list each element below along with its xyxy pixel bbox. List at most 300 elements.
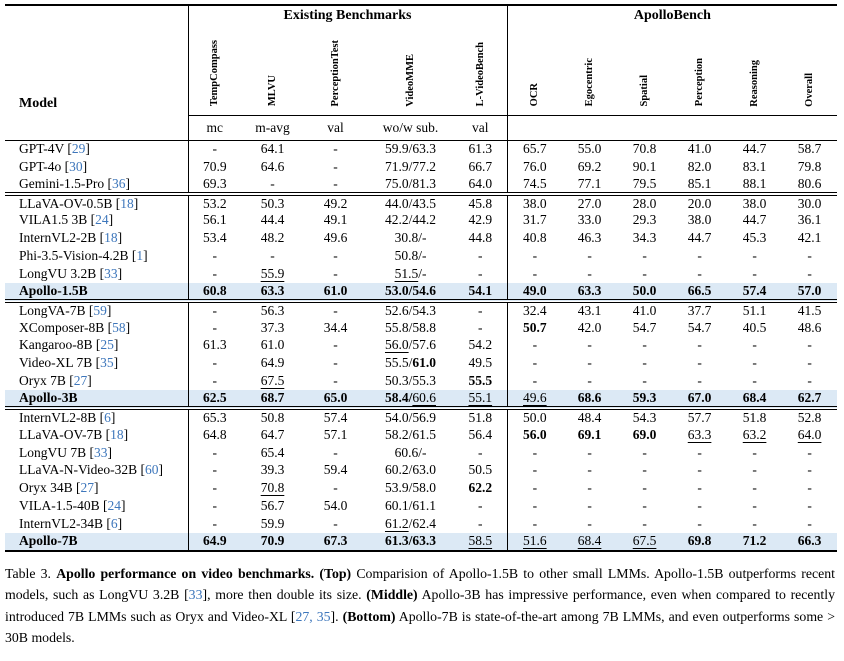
score-cell: 29.3 [632, 212, 657, 228]
score-cell: 48.4 [562, 408, 617, 426]
column-subheader: val [454, 115, 507, 140]
model-name: XComposer-8B [58] [19, 319, 131, 335]
score-cell: 58.2/61.5 [384, 426, 436, 442]
score-cell: - [752, 265, 757, 281]
citation-link[interactable]: 25 [100, 337, 114, 353]
column-subheader: val [304, 115, 367, 140]
column-header-spatial: Spatial [617, 26, 672, 115]
column-subheader [782, 115, 837, 140]
score-cell: 69.8 [672, 533, 727, 551]
citation-link[interactable]: 29 [71, 141, 86, 157]
score-cell: 68.4 [727, 390, 782, 408]
score-cell: 57.7 [672, 408, 727, 426]
score-cell: - [507, 337, 562, 355]
score-cell: 53.2 [188, 194, 241, 212]
score-cell: - [587, 355, 592, 371]
score-cell: - [752, 480, 757, 496]
citation-link[interactable]: 58 [112, 319, 126, 335]
score-cell: 51.8 [727, 408, 782, 426]
score-cell: 49.5 [468, 355, 493, 371]
score-cell: 44.7 [742, 212, 767, 228]
score-cell: 51.5/- [394, 265, 427, 281]
score-cell: - [587, 337, 592, 353]
score-cell: 64.0 [468, 175, 493, 191]
score-cell: - [642, 265, 647, 281]
model-name: Oryx 7B [27] [19, 373, 92, 389]
score-cell: 44.8 [468, 230, 493, 246]
score-cell: 60.2/63.0 [384, 462, 436, 478]
score-cell: - [587, 480, 592, 496]
score-cell: - [188, 301, 241, 319]
score-cell: 32.4 [507, 301, 562, 319]
benchmark-table [5, 4, 837, 552]
score-cell: 52.8 [782, 408, 837, 426]
score-cell: 48.6 [797, 319, 822, 335]
score-cell: - [752, 462, 757, 478]
score-cell: 58.4/60.6 [367, 390, 454, 408]
score-cell: 74.5 [507, 176, 562, 194]
score-cell: - [188, 444, 241, 462]
column-header-reasoning: Reasoning [727, 26, 782, 115]
score-cell: 54.7 [632, 319, 657, 335]
column-header-perceptiontest: PerceptionTest [304, 26, 367, 115]
score-cell: - [270, 248, 275, 264]
score-cell: 42.2/44.2 [384, 212, 436, 228]
score-cell: 69.2 [577, 158, 602, 174]
score-cell: 38.0 [727, 194, 782, 212]
score-cell: 56.3 [241, 301, 304, 319]
score-cell: - [333, 265, 338, 281]
score-cell: 62.7 [782, 390, 837, 408]
score-cell: 38.0 [687, 212, 712, 228]
score-cell: 60.6/- [394, 444, 427, 460]
score-cell: 56.0 [507, 426, 562, 444]
score-cell: - [507, 444, 562, 462]
model-name: VILA-1.5-40B [24] [19, 498, 126, 514]
score-cell: 55.8/58.8 [384, 319, 436, 335]
score-cell: 27.0 [562, 194, 617, 212]
table-caption: Table 3. Apollo performance on video benchmarks. (Top) Comparision of Apollo-1.5B to other small LMMs. Apollo-1.5B outperforms recent models, such as LongVU 3.2B [33], more then double its size. (Middle) Apollo-3B has impressive performance, even when compared to recently introduced 7B LMMs such as Oryx and Video-XL [27, 35]. (Bottom) Apollo-7B is state-of-the-art among 7B LMMs, and even outperforms some > 30B models. [5, 565, 835, 646]
score-cell: - [188, 265, 241, 283]
model-name: VILA1.5 3B [24] [19, 212, 114, 228]
score-cell: 41.0 [687, 141, 712, 157]
table-row [5, 140, 837, 158]
score-cell: 54.2 [468, 337, 493, 353]
score-cell: 59.9/63.3 [384, 141, 436, 157]
group-header-existing-benchmarks: Existing Benchmarks [188, 5, 507, 26]
table-row [5, 426, 837, 444]
score-cell: - [587, 444, 592, 460]
score-cell: 34.3 [632, 230, 657, 246]
score-cell: - [697, 498, 702, 514]
score-cell: 36.1 [797, 212, 822, 228]
score-cell: 53.0/54.6 [367, 283, 454, 301]
score-cell: - [333, 248, 338, 264]
score-cell: 61.0 [260, 337, 285, 353]
score-cell: 50.3/55.3 [384, 373, 436, 389]
score-cell: 65.3 [188, 408, 241, 426]
score-cell: - [478, 319, 483, 335]
citation-link[interactable]: 27 [80, 480, 94, 496]
score-cell: 49.2 [304, 194, 367, 212]
score-cell: 57.4 [727, 283, 782, 301]
table-row [5, 265, 837, 283]
score-cell: - [507, 515, 562, 533]
score-cell: 61.0 [304, 283, 367, 301]
score-cell: 80.6 [797, 175, 822, 191]
score-cell: 50.0 [507, 408, 562, 426]
model-name: Oryx 34B [27] [19, 480, 99, 496]
citation-link[interactable]: 24 [107, 498, 121, 514]
score-cell: - [752, 373, 757, 389]
table-section [5, 408, 837, 551]
score-cell: 48.2 [260, 230, 285, 246]
score-cell: 41.5 [782, 301, 837, 319]
score-cell: 70.8 [260, 480, 285, 496]
column-header-egocentric: Egocentric [562, 26, 617, 115]
model-name: Video-XL 7B [35] [19, 355, 119, 371]
model-name: GPT-4V [29] [19, 141, 90, 157]
score-cell: 45.8 [454, 194, 507, 212]
table-row [5, 497, 837, 515]
column-header-ocr: OCR [507, 26, 562, 115]
model-column-header: Model [5, 5, 188, 140]
score-cell: 56.4 [468, 426, 493, 442]
score-cell: - [697, 265, 702, 281]
score-cell: - [188, 140, 241, 158]
score-cell: - [807, 373, 812, 389]
score-cell: 44.0/43.5 [367, 194, 454, 212]
score-cell: - [507, 372, 562, 390]
table-row [5, 283, 837, 301]
score-cell: 58.5 [454, 533, 507, 551]
score-cell: 42.9 [468, 212, 493, 228]
score-cell: 61.3 [188, 337, 241, 355]
citation-link[interactable]: 35 [100, 355, 114, 371]
score-cell: 63.3 [241, 283, 304, 301]
score-cell: 70.9 [241, 533, 304, 551]
score-cell: 38.0 [507, 194, 562, 212]
score-cell: - [642, 462, 647, 478]
score-cell: - [642, 337, 647, 353]
score-cell: 41.0 [617, 301, 672, 319]
score-cell: 56.1 [188, 212, 241, 230]
score-cell: 30.8/- [394, 230, 427, 246]
table-row [5, 354, 837, 372]
score-cell: 39.3 [260, 462, 285, 478]
table-row [5, 158, 837, 176]
model-name: LLaVA-N-Video-32B [60] [19, 462, 164, 478]
score-cell: - [587, 498, 592, 514]
score-cell: 20.0 [672, 194, 727, 212]
score-cell: - [587, 462, 592, 478]
score-cell: - [333, 175, 338, 191]
table-row [5, 390, 837, 408]
score-cell: - [807, 337, 812, 353]
score-cell: - [478, 248, 483, 264]
score-cell: - [333, 480, 338, 496]
table-row [5, 301, 837, 319]
score-cell: 68.7 [241, 390, 304, 408]
score-cell: - [697, 248, 702, 264]
group-header-row [5, 5, 837, 26]
score-cell: 62.2 [468, 480, 493, 496]
score-cell: - [807, 355, 812, 371]
score-cell: 64.7 [260, 426, 285, 442]
score-cell: - [507, 354, 562, 372]
score-cell: 53.4 [188, 229, 241, 247]
score-cell: 37.7 [672, 301, 727, 319]
score-cell: 59.4 [323, 462, 348, 478]
score-cell: 85.1 [687, 175, 712, 191]
score-cell: - [697, 515, 702, 531]
score-cell: - [807, 462, 812, 478]
score-cell: 65.0 [304, 390, 367, 408]
citation-link[interactable]: 33 [104, 265, 118, 281]
citation-link[interactable]: 6 [110, 515, 118, 531]
score-cell: 66.5 [672, 283, 727, 301]
score-cell: 64.9 [260, 355, 285, 371]
column-subheader [617, 115, 672, 140]
score-cell: - [333, 337, 338, 353]
score-cell: 57.0 [782, 283, 837, 301]
citation-link[interactable]: 18 [104, 230, 118, 246]
score-cell: - [304, 301, 367, 319]
score-cell: - [642, 515, 647, 531]
citation-link[interactable]: 27 [73, 373, 88, 389]
score-cell: - [697, 444, 702, 460]
score-cell: - [333, 158, 338, 174]
score-cell: - [642, 373, 647, 389]
score-cell: - [333, 515, 338, 531]
score-cell: 60.8 [188, 283, 241, 301]
score-cell: - [807, 444, 812, 460]
score-cell: - [333, 355, 338, 371]
citation-link[interactable]: 6 [104, 409, 111, 425]
score-cell: 65.4 [260, 444, 285, 460]
score-cell: 79.5 [632, 175, 657, 191]
score-cell: - [188, 319, 241, 337]
score-cell: - [587, 265, 592, 281]
score-cell: - [507, 462, 562, 480]
score-cell: 55.1 [454, 390, 507, 408]
score-cell: - [642, 498, 647, 514]
score-cell: 61.3/63.3 [367, 533, 454, 551]
score-cell: - [642, 444, 647, 460]
score-cell: - [587, 248, 592, 264]
score-cell: - [807, 248, 812, 264]
score-cell: 55.5 [468, 373, 493, 389]
score-cell: - [507, 497, 562, 515]
score-cell: 64.0 [797, 426, 822, 442]
score-cell: - [507, 479, 562, 497]
model-name: Apollo-7B [5, 533, 188, 551]
score-cell: - [807, 515, 812, 531]
score-cell: 44.4 [260, 212, 285, 228]
score-cell: 59.3 [617, 390, 672, 408]
table-row [5, 444, 837, 462]
score-cell: - [697, 355, 702, 371]
score-cell: 51.8 [454, 408, 507, 426]
citation-link[interactable]: 27, 35 [295, 608, 331, 624]
column-header-perception: Perception [672, 26, 727, 115]
score-cell: 64.1 [260, 141, 285, 157]
score-cell: 88.1 [742, 175, 767, 191]
model-name: Phi-3.5-Vision-4.2B [1] [19, 248, 148, 264]
table-row [5, 479, 837, 497]
score-cell: 66.7 [468, 158, 493, 174]
citation-link[interactable]: 60 [145, 462, 159, 478]
score-cell: - [697, 373, 702, 389]
score-cell: - [587, 373, 592, 389]
column-subheader: wo/w sub. [367, 115, 454, 140]
score-cell: 30.0 [782, 194, 837, 212]
score-cell: - [587, 515, 592, 531]
score-cell: 75.0/81.3 [384, 175, 436, 191]
citation-link[interactable]: 24 [95, 212, 109, 228]
citation-link[interactable]: 18 [110, 426, 124, 442]
citation-link[interactable]: 59 [93, 302, 107, 318]
score-cell: - [752, 515, 757, 531]
table-row [5, 533, 837, 551]
score-cell: 68.6 [562, 390, 617, 408]
table-row [5, 319, 837, 337]
score-cell: 52.6/54.3 [367, 301, 454, 319]
table-row [5, 515, 837, 533]
score-cell: 59.9 [260, 515, 285, 531]
score-cell: - [697, 337, 702, 353]
score-cell: 55.9 [260, 265, 285, 281]
score-cell: - [752, 444, 757, 460]
score-cell: 71.9/77.2 [384, 158, 436, 174]
score-cell: 57.1 [323, 426, 348, 442]
score-cell: 79.8 [797, 158, 822, 174]
table-section [5, 194, 837, 301]
score-cell: 50.7 [507, 319, 562, 337]
score-cell: - [478, 498, 483, 514]
score-cell: - [454, 301, 507, 319]
column-subheader [672, 115, 727, 140]
score-cell: - [752, 248, 757, 264]
score-cell: 54.1 [454, 283, 507, 301]
score-cell: - [478, 444, 483, 460]
score-cell: 67.0 [672, 390, 727, 408]
score-cell: 56.0/57.6 [384, 337, 436, 353]
score-cell: 44.7 [742, 141, 767, 157]
score-cell: - [478, 515, 483, 531]
citation-link[interactable]: 30 [69, 158, 83, 174]
score-cell: 67.5 [617, 533, 672, 551]
score-cell: 51.6 [507, 533, 562, 551]
model-name: Kangaroo-8B [25] [19, 337, 119, 353]
score-cell: 28.0 [617, 194, 672, 212]
score-cell: 77.1 [577, 175, 602, 191]
score-cell: 67.3 [304, 533, 367, 551]
table-row [5, 462, 837, 480]
column-header-videomme: VideoMME [367, 26, 454, 115]
score-cell: 63.3 [562, 283, 617, 301]
citation-link[interactable]: 18 [120, 195, 134, 211]
score-cell: 69.3 [188, 176, 241, 194]
column-subheader: m-avg [241, 115, 304, 140]
model-name: InternVL2-2B [18] [19, 230, 123, 246]
score-cell: 34.4 [323, 319, 348, 335]
score-cell: 71.2 [727, 533, 782, 551]
score-cell: - [642, 480, 647, 496]
score-cell: 49.6 [323, 230, 348, 246]
score-cell: 70.8 [632, 141, 657, 157]
score-cell: 63.3 [687, 426, 712, 442]
model-name: Gemini-1.5-Pro [36] [19, 175, 130, 191]
score-cell: 69.1 [577, 426, 602, 442]
score-cell: 42.1 [797, 230, 822, 246]
model-name: LongVA-7B [59] [5, 301, 188, 319]
column-header-l-videobench: L-VideoBench [454, 26, 507, 115]
citation-link[interactable]: 36 [111, 175, 126, 191]
score-cell: 56.7 [260, 498, 285, 514]
column-subheader: mc [188, 115, 241, 140]
model-name: LongVU 7B [33] [19, 444, 112, 460]
score-cell: 37.3 [260, 319, 285, 335]
score-cell: 61.3 [468, 141, 493, 157]
score-cell: 55.0 [577, 141, 602, 157]
score-cell: - [507, 247, 562, 265]
score-cell: 50.8/- [394, 248, 427, 264]
score-cell: 65.7 [507, 140, 562, 158]
score-cell: 83.1 [742, 158, 767, 174]
score-cell: - [188, 247, 241, 265]
score-cell: - [188, 462, 241, 480]
score-cell: 63.2 [742, 426, 767, 442]
score-cell: - [333, 444, 338, 460]
column-subheader [507, 115, 562, 140]
citation-link[interactable]: 1 [136, 248, 144, 264]
score-cell: 64.6 [260, 158, 285, 174]
table-row [5, 176, 837, 194]
score-cell: 54.0 [323, 498, 348, 514]
table-row [5, 247, 837, 265]
score-cell: 40.8 [507, 229, 562, 247]
score-cell: 54.3 [617, 408, 672, 426]
score-cell: 69.0 [632, 426, 657, 442]
score-cell: - [752, 355, 757, 371]
score-cell: - [188, 497, 241, 515]
citation-link[interactable]: 33 [94, 444, 108, 460]
score-cell: - [807, 265, 812, 281]
score-cell: 44.7 [687, 230, 712, 246]
score-cell: 51.1 [727, 301, 782, 319]
score-cell: 67.5 [260, 373, 285, 389]
score-cell: - [642, 248, 647, 264]
table-section [5, 301, 837, 408]
score-cell: - [807, 480, 812, 496]
score-cell: 64.8 [188, 426, 241, 444]
score-cell: 53.9/58.0 [384, 480, 436, 496]
score-cell: - [752, 498, 757, 514]
model-name: LongVU 3.2B [33] [19, 265, 123, 281]
model-name: Apollo-1.5B [5, 283, 188, 301]
score-cell: 76.0 [507, 158, 562, 176]
score-cell: 50.5 [468, 462, 493, 478]
column-subheader [562, 115, 617, 140]
model-name: LLaVA-OV-7B [18] [19, 426, 129, 442]
citation-link[interactable]: 33 [188, 587, 203, 603]
score-cell: 31.7 [507, 212, 562, 230]
group-header-apollobench: ApolloBench [507, 5, 837, 26]
score-cell: - [333, 141, 338, 157]
score-cell: 40.5 [742, 319, 767, 335]
score-cell: 58.7 [797, 141, 822, 157]
